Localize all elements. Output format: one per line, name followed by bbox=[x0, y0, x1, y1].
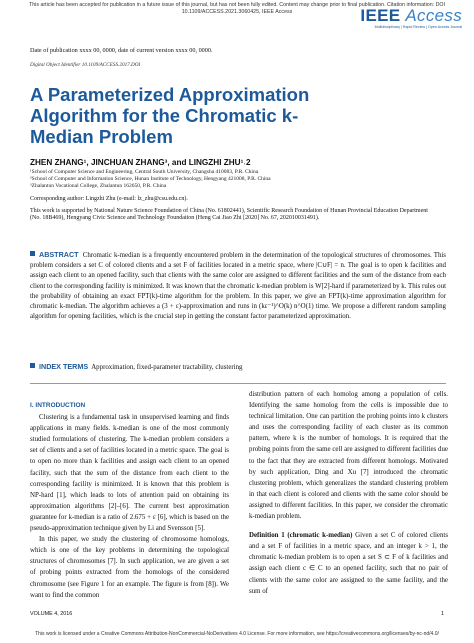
corresponding-author: Corresponding author: Lingzhi Zhu (e-mail: lz_zhu@csu.edu.cn). bbox=[30, 196, 188, 202]
ieee-access-logo: IEEE Access bbox=[360, 6, 462, 25]
introduction-heading: I. INTRODUCTION bbox=[30, 402, 86, 409]
intro-paragraph-1: Clustering is a fundamental task in unsupervised learning and finds applications in many fields. k-median is one of the most commonly studied formulations of clustering. The k-median problem considers a set of clients and a set of facilities located in a metric space. The goal is to open no more than k facilities and assign each client to an opened facility, such that the sum of the distance from each client to the corresponding facility is minimized. It is known that this problem is NP-hard [1], which leads to lots of attention paid on obtaining its approximation algorithms [2]–[6]. The current best approximation guarantee for k-median is a ratio of 2.675 + ε [6], which is based on the pseudo-approximation technique given by Li and Svensson [5]. bbox=[30, 414, 229, 533]
affiliation-3: ³Zhalantun Vocational College, Zhalantun 162650, P.R. China bbox=[30, 183, 167, 189]
affiliation-2: ²School of Computer and Information Science, Hunan Institute of Technology, Hengyang 421008, P.R. China bbox=[30, 176, 271, 182]
publication-dates: Date of publication xxxx 00, 0000, date of current version xxxx 00, 0000. bbox=[30, 47, 213, 54]
left-column bbox=[30, 400, 229, 601]
index-terms bbox=[30, 362, 446, 371]
affiliation-1: ¹School of Computer Science and Engineering, Central South University, Changsha 410083, P.R. China bbox=[30, 169, 259, 175]
paper-title: A Parameterized Approximation Algorithm for the Chromatic k-Median Problem bbox=[30, 84, 310, 147]
journal-brand bbox=[360, 6, 462, 29]
volume-label: VOLUME 4, 2016 bbox=[30, 611, 73, 617]
definition-label: Definition 1 (chromatic k-median) bbox=[249, 532, 353, 540]
intro-paragraph-2: In this paper, we study the clustering of chromosome homologs, which is one of the key problems in determining the topological structures of chromosomes [7]. In such application, we are given a set of probing points extracted from the homologs of the considered chromosome (see Figure 1 for an example. The figure is from [8]). We want to find the common bbox=[30, 536, 229, 599]
page-footer bbox=[30, 611, 444, 617]
abstract-text: Chromatic k-median is a frequently encountered problem in the determination of the topological structures of chromosomes. This problem considers a set C of colored clients and a set F of facilities located in a metric space, where |C∪F| = n. The goal is to open k facilities and assign each client to an opened facility, such that clients with the same color are assigned to different facilities and the sum of the distance from each client to the corresponding facility is minimized. It was known that the chromatic k-median problem is W[2]-hard if parameterized by k. This rules out the probability of obtaining an exact FPT(k)-time algorithm for the problem. In this paper, we give an FPT(k)-time approximation algorithm for chromatic k-median. The algorithm achieves a (3 + ε)-approximation and runs in (kε⁻¹)^O(k) n^O(1) time. We propose a different random sampling algorithm for opening facilities, which is the crucial step in getting the constant factor parameterized approximation. bbox=[30, 252, 446, 321]
right-paragraph-1: distribution pattern of each homolog among a population of cells. Identifying the same homolog from the cells is impossible due to technical limitation. One can partition the probing points into k clusters and uses the corresponding facility of each cluster as its common pattern, where k is the number of homologs. It is required that the probing points from the same cell are assigned to different facilities due to the fact that they are extracted from different homologs. Motivated by such application, Ding and Xu [7] introduced the chromatic clustering problem, which generalizes the standard clustering problem in that each client is colored and clients with the same color should be assigned to different facilities. In this paper, we consider the chromatic k-median problem. bbox=[249, 391, 448, 521]
page-number: 1 bbox=[441, 611, 444, 617]
index-terms-label: INDEX TERMS bbox=[39, 362, 89, 371]
abstract-label: ABSTRACT bbox=[39, 250, 79, 259]
index-terms-square-icon bbox=[30, 363, 35, 368]
affiliations bbox=[30, 169, 271, 190]
definition-text: Given a set C of colored clients and a set F of facilities in a metric space, and an integer k > 1, the chromatic k-median problem is to open a set S ⊂ F of k facilities and assign each client c ∈ C to an opened facility, such that no pair of clients with the same color are assigned to the same facility, and the sum of bbox=[249, 532, 449, 595]
abstract bbox=[30, 250, 446, 322]
author-list: ZHEN ZHANG¹, JINCHUAN ZHANG³, and LINGZHI ZHU¹˒2 bbox=[30, 158, 251, 167]
doi-line: Digital Object Identifier 10.1109/ACCESS.2017.DOI bbox=[30, 62, 141, 68]
journal-tagline: Multidisciplinary | Rapid Review | Open Access Journal bbox=[374, 25, 462, 29]
index-terms-text: Approximation, fixed-parameter tractability, clustering bbox=[91, 364, 243, 371]
top-note-line-1: This article has been accepted for publication in a future issue of this journal, but has not been fully edited. Content may change prior to final publication. Citation information: DOI bbox=[28, 2, 446, 8]
funding-note: This work is supported by National Nature Science Foundation of China (No. 61802441), Scientific Research Foundation of Hunan Provincial Education Department (No. 18B469), Hengyang Civic Science and Technology Foundation (Heng Cai Jiao Zhi [2020] No. 67, 202010031491). bbox=[30, 208, 428, 222]
section-divider bbox=[30, 383, 446, 384]
definition-1 bbox=[249, 530, 448, 597]
license-note: This work is licensed under a Creative Commons Attribution-NonCommercial-NoDerivatives 4.0 License. For more information, see https://creativecommons.org/licenses/by-nc-nd/4.0/ bbox=[35, 631, 439, 637]
abstract-square-icon bbox=[30, 251, 35, 256]
right-column bbox=[249, 389, 448, 597]
top-note-line-2: 10.1109/ACCESS.2021.3060425, IEEE Access bbox=[181, 9, 293, 15]
